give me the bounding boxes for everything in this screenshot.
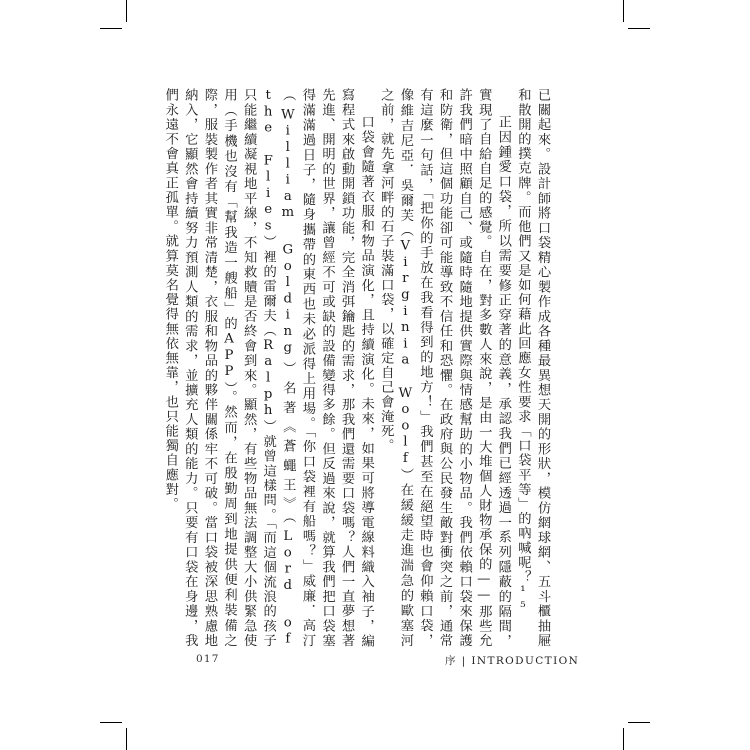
paragraph-1: 已關起來。設計師將口袋精心製作成各種最異想天開的形狀，模仿網球網、五斗櫃抽屜和散開的撲克牌。而他們又是如何藉此回應女性要求「口袋平等」的吶喊呢？¹⁵ [515, 88, 550, 648]
crop-mark-bottom-right-vertical [623, 728, 624, 750]
body-text [162, 88, 552, 648]
paragraph-2: 正因鍾愛口袋，所以需要修正穿著的意義，承認我們已經透過一系列隱蔽的隔間，實現了自給自足的感覺。自在，對多數人來說，是由一大堆個人財物承保的——那些允許我們暗中照顧自己、或隨時隨地提供實際與情感幫助的小物品。我們依賴口袋來保護和防衛，但這個功能卻可能導致不信任和恐懼。在政府與公民發生敵對衝突之前，通常有這麼一句話，「把你的手放在我看得到的地方！」我們甚至在絕望時也會仰賴口袋，像維吉尼亞．吳爾芙（Virginia Woolf）在緩緩走進湍急的歐塞河之前，就先拿河畔的石子裝滿口袋，以確定自己會淹死。 [378, 88, 511, 648]
paragraph-3: 口袋會隨著衣服和物品演化，且持續演化。未來，如果可將導電線料織入袖子，編寫程式來啟動開鎖功能，完全消弭鑰匙的需求，那我們還需要口袋嗎？人們一直夢想著先進、開明的世界，讓曾經不可或缺的設備變得多餘。但反過來說，就算我們把口袋塞得滿滿過日子，隨身攜帶的東西也未必派得上用場。「你口袋裡有船嗎？」威廉．高汀（William Golding）名著《蒼蠅王》（Lord of the Flies）裡的雷爾夫（Ralph）就曾這樣問。「而這個流浪的孩子只能繼續凝視地平線，不知救贖是否終會到來。顯然，有些物品無法調整大小供緊急使用（手機也沒有「幫我造一艘船」的APP）。然而，在殷勤周到地提供便利裝備之際，服裝製作者其實非常清楚，衣服和物品的夥伴關係牢不可破。當口袋被深思熟慮地納入，它顯然會持續努力預測人類的需求，並擴充人類的能力。只要有口袋在身邊，我們永遠不會真正孤單。就算莫名覺得無依無靠，也只能獨自應對。 [162, 88, 374, 648]
crop-mark-top-left-horizontal [100, 28, 122, 29]
crop-mark-bottom-right-horizontal [628, 722, 650, 723]
crop-mark-top-right-horizontal [628, 28, 650, 29]
page-number: 017 [196, 653, 220, 665]
crop-mark-top-right-vertical [623, 0, 624, 22]
crop-mark-bottom-left-horizontal [100, 722, 122, 723]
running-head: 序 | INTRODUCTION [445, 655, 580, 667]
crop-mark-top-left-vertical [126, 0, 127, 22]
crop-mark-bottom-left-vertical [126, 728, 127, 750]
